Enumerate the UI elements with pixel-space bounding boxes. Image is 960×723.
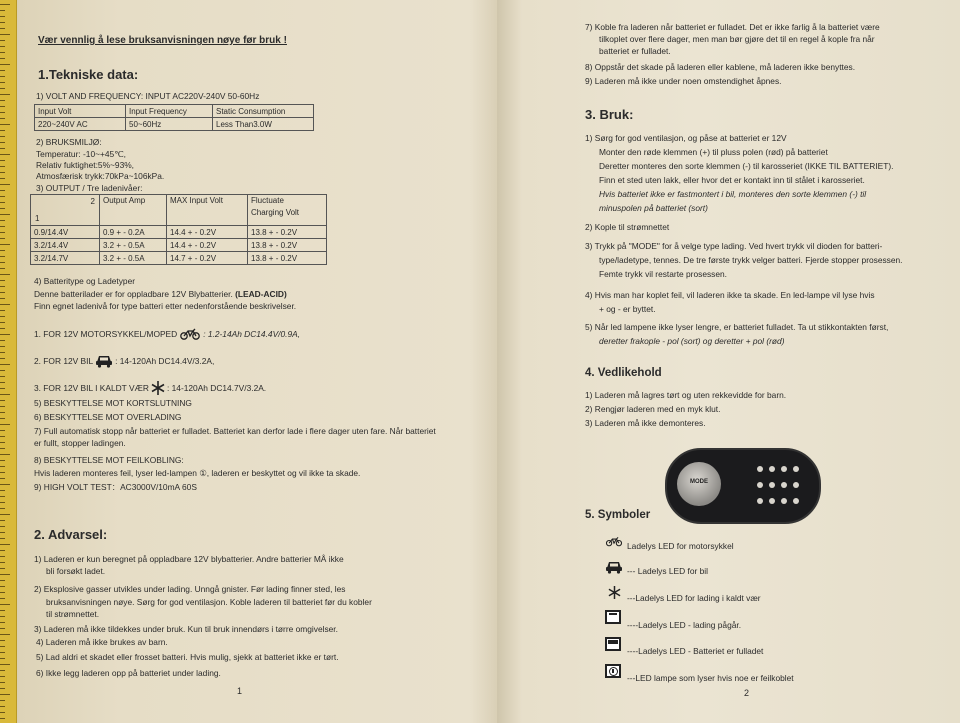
ruler-tick xyxy=(0,106,5,107)
usage-line: Deretter monteres den sorte klemmen (-) til karosseriet (IKKE TIL BATTERIET). xyxy=(599,161,894,171)
ruler-tick xyxy=(0,214,10,215)
warning-line: 6) Ikke legg laderen opp på batteriet under lading. xyxy=(36,668,221,678)
symbol-description: ---Ladelys LED for lading i kaldt vær xyxy=(627,593,761,603)
car-icon xyxy=(95,354,113,368)
warning-line: 2) Eksplosive gasser utvikles under lading. Unngå gnister. Før lading finner sted, les xyxy=(34,584,346,594)
ruler-tick xyxy=(0,412,5,413)
warning-line: 5) Lad aldri et skadet eller frosset batteri. Hvis mulig, sjekk at batteriet ikke er tørt. xyxy=(36,652,339,662)
ruler-tick xyxy=(0,334,10,335)
table-header-cell: Output Amp xyxy=(100,195,167,226)
ruler-tick xyxy=(0,370,5,371)
table-cell: 14.4 + - 0.2V xyxy=(167,239,248,252)
ruler-tick xyxy=(0,358,5,359)
reverse-protection-text: Hvis laderen monteres feil, lyser led-lampen ①, laderen er beskyttet og vil ikke ta skade. xyxy=(34,468,361,478)
warning-line: batteriet er fulladet. xyxy=(599,46,671,56)
charger-control-panel xyxy=(665,448,821,524)
ruler-tick xyxy=(0,304,10,305)
ruler-tick xyxy=(0,262,5,263)
ruler-tick xyxy=(0,634,10,635)
ruler-tick xyxy=(0,310,5,311)
table-cell: 14.7 + - 0.2V xyxy=(167,252,248,265)
warning-line: 1) Laderen er kun beregnet på oppladbare 12V blybatterier. Andre batterier MÅ ikke xyxy=(34,554,344,564)
ruler-tick xyxy=(0,556,5,557)
maintenance-title: 4. Vedlikehold xyxy=(585,367,662,379)
ruler-tick xyxy=(0,232,5,233)
ruler-tick xyxy=(0,382,5,383)
snowflake-icon xyxy=(151,381,165,395)
ruler-tick xyxy=(0,154,10,155)
ruler-tick xyxy=(0,328,5,329)
led-indicator xyxy=(781,482,787,488)
usage-line: minuspolen på batteriet (sort) xyxy=(599,203,708,213)
table-cell: 13.8 + - 0.2V xyxy=(248,226,327,239)
table-cell: 0.9 + - 0.2A xyxy=(100,226,167,239)
ruler-tick xyxy=(0,604,10,605)
protection-short-circuit: 5) BESKYTTELSE MOT KORTSLUTNING xyxy=(34,398,192,408)
ruler-tick xyxy=(0,226,5,227)
ruler-tick xyxy=(0,598,5,599)
usage-line: 4) Hvis man har koplet feil, vil laderen ikke ta skade. En led-lampe vil lyse hvis xyxy=(585,290,875,300)
ruler-tick xyxy=(0,400,5,401)
ruler-tick xyxy=(0,646,5,647)
battery-full-icon xyxy=(605,637,621,651)
level-label: 2. FOR 12V BIL xyxy=(34,356,94,366)
led-indicator xyxy=(757,482,763,488)
ruler-tick xyxy=(0,658,5,659)
ruler-tick xyxy=(0,610,5,611)
ruler-tick xyxy=(0,88,5,89)
ruler-tick xyxy=(0,520,5,521)
usage-line: 5) Når led lampene ikke lyser lengre, er batteriet fulladet. Ta ut stikkontakten først, xyxy=(585,322,889,332)
ruler-tick xyxy=(0,52,5,53)
ruler-tick xyxy=(0,682,5,683)
level-value: : 14-120Ah DC14.4V/3.2A, xyxy=(115,356,215,366)
table-row xyxy=(31,239,327,252)
warning-line: bli forsøkt ladet. xyxy=(46,566,106,576)
ruler-tick xyxy=(0,418,5,419)
input-spec-table xyxy=(34,104,314,131)
warning-line: 3) Laderen må ikke tildekkes under bruk. Kun til bruk innendørs i tørre omgivelser. xyxy=(34,624,338,634)
ruler-edge xyxy=(0,0,17,723)
ruler-tick xyxy=(0,490,5,491)
usage-line: deretter frakople - pol (sort) og deretter + pol (rød) xyxy=(599,336,785,346)
battery-type-title: 4) Batteritype og Ladetyper xyxy=(34,276,136,286)
ruler-tick xyxy=(0,670,5,671)
ruler-tick xyxy=(0,76,5,77)
ruler-tick xyxy=(0,322,5,323)
ruler-tick xyxy=(0,574,10,575)
level-item-cold xyxy=(34,381,266,395)
warning-line: 7) Koble fra laderen når batteriet er fulladet. Det er ikke farlig å la batteriet være xyxy=(585,22,880,32)
ruler-tick xyxy=(0,628,5,629)
mode-button[interactable] xyxy=(677,462,721,506)
led-indicator xyxy=(769,498,775,504)
ruler-tick xyxy=(0,256,5,257)
ruler-tick xyxy=(0,640,5,641)
auto-stop-line: 7) Full automatisk stopp når batteriet er fulladet. Batteriet kan derfor lade i flere dager uten fare. Når batteriet xyxy=(34,426,436,436)
ruler-tick xyxy=(0,442,5,443)
ruler-tick xyxy=(0,340,5,341)
ruler-tick xyxy=(0,250,5,251)
table-cell: 3.2 + - 0.5A xyxy=(100,239,167,252)
ruler-tick xyxy=(0,424,10,425)
ruler-tick xyxy=(0,496,5,497)
right-page xyxy=(497,0,960,723)
ruler-tick xyxy=(0,40,5,41)
ruler-tick xyxy=(0,316,5,317)
maintenance-line: 3) Laderen må ikke demonteres. xyxy=(585,418,706,428)
ruler-tick xyxy=(0,112,5,113)
mode-label: MODE xyxy=(690,479,708,485)
table-header-cell: Input Volt xyxy=(35,105,126,118)
ruler-tick xyxy=(0,484,10,485)
car-icon xyxy=(605,560,623,574)
ruler-tick xyxy=(0,712,5,713)
ruler-tick xyxy=(0,562,5,563)
usage-line: 2) Kople til strømnettet xyxy=(585,222,670,232)
ruler-tick xyxy=(0,502,5,503)
ruler-tick xyxy=(0,352,5,353)
ruler-tick xyxy=(0,118,5,119)
symbol-description: ----Ladelys LED - lading pågår. xyxy=(627,620,742,630)
led-indicator xyxy=(769,466,775,472)
table-cell: 0.9/14.4V xyxy=(31,226,100,239)
table-header-cell xyxy=(248,195,327,226)
ruler-tick xyxy=(0,580,5,581)
symbols-title: 5. Symboler xyxy=(585,509,651,521)
ruler-tick xyxy=(0,10,5,11)
technical-data-title: 1.Tekniske data: xyxy=(38,67,139,82)
corner-label: 2 xyxy=(90,197,95,206)
table-header-cell: MAX Input Volt xyxy=(167,195,248,226)
ruler-tick xyxy=(0,22,5,23)
ruler-tick xyxy=(0,28,5,29)
symbol-description: ----Ladelys LED - Batteriet er fulladet xyxy=(627,646,764,656)
ruler-tick xyxy=(0,478,5,479)
level-label: 3. FOR 12V BIL I KALDT VÆR xyxy=(34,383,149,393)
usage-title: 3. Bruk: xyxy=(585,107,634,122)
ruler-tick xyxy=(0,586,5,587)
warning-lamp-icon xyxy=(605,664,621,678)
symbol-description: ---LED lampe som lyser hvis noe er feilkoblet xyxy=(627,673,794,683)
ruler-tick xyxy=(0,82,5,83)
battery-type-line xyxy=(34,289,287,299)
led-indicator xyxy=(757,466,763,472)
ruler-tick xyxy=(0,616,5,617)
table-header-cell: Input Frequency xyxy=(126,105,213,118)
level-value: : 14-120Ah DC14.7V/3.2A. xyxy=(166,383,267,393)
ruler-tick xyxy=(0,70,5,71)
battery-type-line: Finn egnet ladenivå for type batteri etter nedenforstående beskrivelser. xyxy=(34,301,297,311)
battery-charging-icon xyxy=(605,610,621,624)
led-indicator xyxy=(769,482,775,488)
ruler-tick xyxy=(0,652,5,653)
ruler-tick xyxy=(0,286,5,287)
ruler-tick xyxy=(0,142,5,143)
led-indicator xyxy=(793,498,799,504)
table-row xyxy=(31,226,327,239)
warning-line: 4) Laderen må ikke brukes av barn. xyxy=(36,637,168,647)
usage-line: type/ladetype, tennes. De tre første trykk velger batteri. Fjerde stopper prosessen. xyxy=(599,255,903,265)
ruler-tick xyxy=(0,184,10,185)
battery-type-text: Denne batterilader er for oppladbare 12V Blybatterier. xyxy=(34,289,233,299)
symbol-description: --- Ladelys LED for bil xyxy=(627,566,708,576)
ruler-tick xyxy=(0,706,5,707)
ruler-tick xyxy=(0,64,10,65)
ruler-tick xyxy=(0,622,5,623)
ruler-tick xyxy=(0,394,10,395)
ruler-tick xyxy=(0,664,10,665)
ruler-tick xyxy=(0,172,5,173)
table-corner-cell xyxy=(31,195,100,226)
ruler-tick xyxy=(0,700,5,701)
ruler-tick xyxy=(0,364,10,365)
motorcycle-icon xyxy=(605,534,623,548)
ruler-tick xyxy=(0,244,10,245)
ruler-tick xyxy=(0,4,10,5)
ruler-tick xyxy=(0,568,5,569)
table-cell: 220~240V AC xyxy=(35,118,126,131)
ruler-tick xyxy=(0,178,5,179)
warning-title: 2. Advarsel: xyxy=(34,527,108,542)
auto-stop-line: er fullt, stopper ladingen. xyxy=(34,438,126,448)
ruler-tick xyxy=(0,508,5,509)
level-item-motorcycle xyxy=(34,328,300,340)
ruler-tick xyxy=(0,130,5,131)
environment-line: Temperatur: -10~+45℃, xyxy=(36,149,126,159)
level-value: : 1.2-14Ah DC14.4V/0.9A, xyxy=(203,329,301,339)
ruler-tick xyxy=(0,94,10,95)
table-cell: 3.2/14.4V xyxy=(31,239,100,252)
ruler-tick xyxy=(0,166,5,167)
high-volt-test: 9) HIGH VOLT TEST：AC3000V/10mA 60S xyxy=(34,482,197,492)
corner-label: 1 xyxy=(35,214,40,223)
motorcycle-icon xyxy=(179,328,201,340)
reverse-protection-title: 8) BESKYTTELSE MOT FEILKOBLING: xyxy=(34,455,184,465)
protection-overcharge: 6) BESKYTTELSE MOT OVERLADING xyxy=(34,412,182,422)
ruler-tick xyxy=(0,34,10,35)
snowflake-icon xyxy=(605,585,623,599)
ruler-tick xyxy=(0,406,5,407)
ruler-tick xyxy=(0,430,5,431)
ruler-tick xyxy=(0,46,5,47)
output-spec-table xyxy=(30,194,327,265)
led-indicator xyxy=(781,466,787,472)
table-cell: 50~60Hz xyxy=(126,118,213,131)
led-indicator xyxy=(793,466,799,472)
usage-line: Finn et sted uten lakk, eller hvor det er kontakt inn til stålet i karosseriet. xyxy=(599,175,865,185)
ruler-tick xyxy=(0,16,5,17)
warning-line: 8) Oppstår det skade på laderen eller kablene, må laderen ikke benyttes. xyxy=(585,62,856,72)
ruler-tick xyxy=(0,688,5,689)
ruler-tick xyxy=(0,514,10,515)
ruler-tick xyxy=(0,292,5,293)
level-item-car xyxy=(34,354,214,368)
warning-line: bruksanvisningen nøye. Sørg for god ventilasjon. Koble laderen til batteriet før du kobler xyxy=(46,597,372,607)
led-indicator xyxy=(757,498,763,504)
table-cell: 14.4 + - 0.2V xyxy=(167,226,248,239)
page-number: 2 xyxy=(744,688,750,698)
ruler-tick xyxy=(0,220,5,221)
led-indicator xyxy=(793,482,799,488)
environment-line: Relativ fuktighet:5%~93%, xyxy=(36,160,134,170)
ruler-tick xyxy=(0,592,5,593)
ruler-tick xyxy=(0,460,5,461)
usage-line: Femte trykk vil restarte prosessen. xyxy=(599,269,727,279)
read-instructions-heading: Vær vennlig å lese bruksanvisningen nøye før bruk ! xyxy=(38,35,287,46)
ruler-tick xyxy=(0,448,5,449)
ruler-tick xyxy=(0,208,5,209)
usage-line: Hvis batteriet ikke er fastmontert i bil, monteres den sorte klemmen (-) til xyxy=(599,189,867,199)
led-indicator xyxy=(781,498,787,504)
ruler-tick xyxy=(0,58,5,59)
ruler-tick xyxy=(0,436,5,437)
table-cell: 13.8 + - 0.2V xyxy=(248,239,327,252)
ruler-tick xyxy=(0,148,5,149)
ruler-tick xyxy=(0,190,5,191)
ruler-tick xyxy=(0,532,5,533)
symbol-description: Ladelys LED for motorsykkel xyxy=(627,541,734,551)
page-number: 1 xyxy=(237,686,243,696)
table-cell: 13.8 + - 0.2V xyxy=(248,252,327,265)
warning-line: til strømnettet. xyxy=(46,609,100,619)
ruler-tick xyxy=(0,538,5,539)
environment-line: Atmosfærisk trykk:70kPa~106kPa. xyxy=(36,171,165,181)
ruler-tick xyxy=(0,694,10,695)
ruler-tick xyxy=(0,100,5,101)
ruler-tick xyxy=(0,472,5,473)
ruler-tick xyxy=(0,454,10,455)
ruler-tick xyxy=(0,202,5,203)
ruler-tick xyxy=(0,550,5,551)
ruler-tick xyxy=(0,526,5,527)
maintenance-line: 1) Laderen må lagres tørt og uten rekkevidde for barn. xyxy=(585,390,787,400)
environment-title: 2) BRUKSMILJØ: xyxy=(36,137,102,147)
table-header-cell: Static Consumption xyxy=(213,105,314,118)
ruler-tick xyxy=(0,376,5,377)
table-row xyxy=(31,252,327,265)
usage-line: 3) Trykk på "MODE" for å velge type lading. Ved hvert trykk vil dioden for batteri- xyxy=(585,241,883,251)
ruler-tick xyxy=(0,676,5,677)
usage-line: 1) Sørg for god ventilasjon, og påse at batteriet er 12V xyxy=(585,133,787,143)
ruler-tick xyxy=(0,280,5,281)
ruler-tick xyxy=(0,124,10,125)
output-title: 3) OUTPUT / Tre ladenivåer: xyxy=(36,183,143,193)
warning-line: 9) Laderen må ikke under noen omstendighet åpnes. xyxy=(585,76,782,86)
ruler-tick xyxy=(0,196,5,197)
ruler-tick xyxy=(0,544,10,545)
table-cell: Less Than3.0W xyxy=(213,118,314,131)
maintenance-line: 2) Rengjør laderen med en myk klut. xyxy=(585,404,721,414)
usage-line: + og - er byttet. xyxy=(599,304,656,314)
ruler-tick xyxy=(0,466,5,467)
ruler-tick xyxy=(0,298,5,299)
ruler-tick xyxy=(0,274,10,275)
usage-line: Monter den røde klemmen (+) til pluss polen (rød) på batteriet xyxy=(599,147,828,157)
level-label: 1. FOR 12V MOTORSYKKEL/MOPED xyxy=(34,329,178,339)
header-line: Charging Volt xyxy=(251,208,300,217)
ruler-tick xyxy=(0,346,5,347)
ruler-tick xyxy=(0,268,5,269)
ruler-tick xyxy=(0,136,5,137)
volt-frequency-line: 1) VOLT AND FREQUENCY: INPUT AC220V-240V 50-60Hz xyxy=(36,91,260,101)
warning-line: tilkoplet over flere dager, men man bør gjøre det til en regel å kople fra når xyxy=(599,34,875,44)
ruler-tick xyxy=(0,718,5,719)
header-line: Fluctuate xyxy=(251,196,284,205)
ruler-tick xyxy=(0,388,5,389)
table-cell: 3.2/14.7V xyxy=(31,252,100,265)
ruler-tick xyxy=(0,160,5,161)
lead-acid-label: (LEAD-ACID) xyxy=(235,289,287,299)
ruler-tick xyxy=(0,238,5,239)
table-cell: 3.2 + - 0.5A xyxy=(100,252,167,265)
